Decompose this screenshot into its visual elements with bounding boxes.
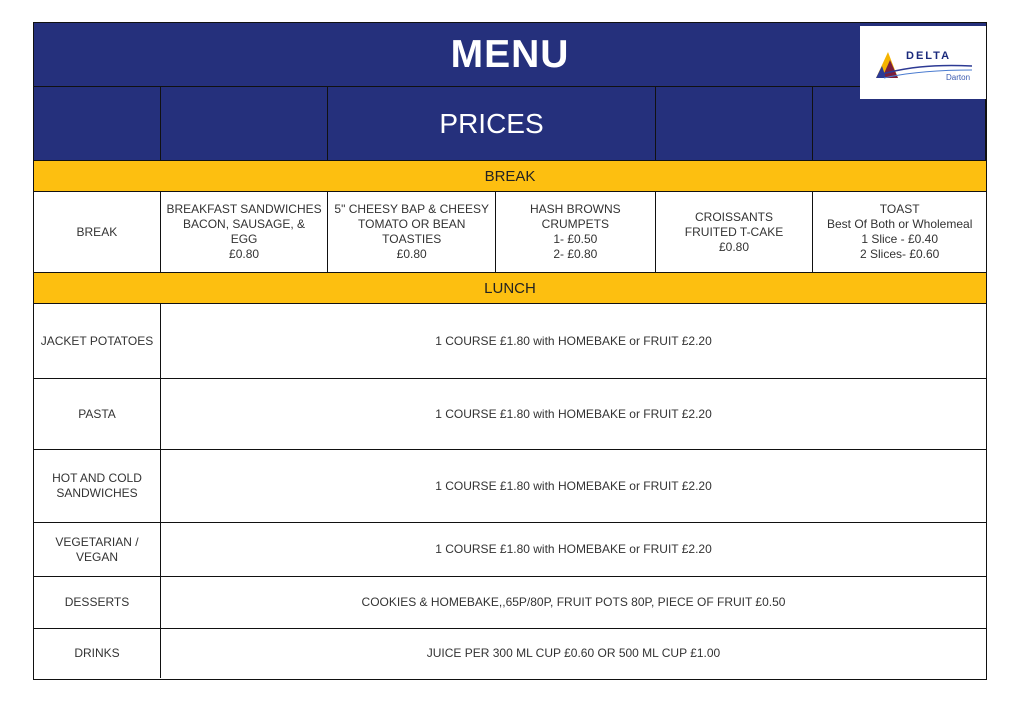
break-section-header xyxy=(34,161,986,192)
break-row-label: BREAK xyxy=(34,192,161,272)
item-line: Best Of Both or Wholemeal xyxy=(826,217,973,231)
break-item-hash-browns xyxy=(496,192,656,272)
lunch-section-header xyxy=(34,273,986,304)
lunch-row-price: 1 COURSE £1.80 with HOMEBAKE or FRUIT £2.20 xyxy=(435,406,712,421)
break-item-croissants xyxy=(656,192,814,272)
break-section-title: BREAK xyxy=(484,167,536,185)
lunch-row-label: PASTA xyxy=(34,379,161,449)
break-item-cheesy-bap xyxy=(328,192,496,272)
delta-logo-icon xyxy=(860,26,986,99)
lunch-row-price: 1 COURSE £1.80 with HOMEBAKE or FRUIT £2.20 xyxy=(435,542,712,556)
title-row xyxy=(34,23,986,87)
lunch-row-jacket-potatoes xyxy=(34,304,986,379)
delta-logo xyxy=(860,26,986,99)
item-line: HASH BROWNS xyxy=(530,202,621,216)
item-line: CRUMPETS xyxy=(541,217,610,231)
lunch-row-label: VEGETARIAN / VEGAN xyxy=(34,523,161,576)
lunch-row-price: COOKIES & HOMEBAKE,,65P/80P, FRUIT POTS 80P, PIECE OF FRUIT £0.50 xyxy=(361,595,786,609)
lunch-row-pasta xyxy=(34,379,986,450)
item-line: 5" CHEESY BAP & CHEESY xyxy=(334,202,489,216)
prices-blank-2 xyxy=(161,87,329,160)
item-price: £0.80 xyxy=(396,247,427,261)
lunch-row-label: HOT AND COLD SANDWICHES xyxy=(34,450,161,522)
item-price: £0.80 xyxy=(719,239,750,254)
prices-row xyxy=(34,87,986,161)
item-line: EGG xyxy=(230,232,258,246)
item-price: 2- £0.80 xyxy=(553,247,598,261)
prices-blank-3 xyxy=(656,87,814,160)
lunch-row-label: JACKET POTATOES xyxy=(34,304,161,378)
item-line: BREAKFAST SANDWICHES xyxy=(166,202,322,216)
item-line: TOMATO OR BEAN TOASTIES xyxy=(358,217,466,246)
prices-label: PRICES xyxy=(328,87,655,160)
lunch-row-price: 1 COURSE £1.80 with HOMEBAKE or FRUIT £2.20 xyxy=(435,333,712,348)
item-line: BACON, SAUSAGE, & xyxy=(183,217,306,231)
logo-sub: Darton xyxy=(946,73,971,82)
item-price: £0.80 xyxy=(229,247,260,261)
lunch-section-title: LUNCH xyxy=(484,279,536,297)
menu-title: MENU xyxy=(450,32,570,76)
logo-word: DELTA xyxy=(906,50,952,62)
lunch-row-sandwiches xyxy=(34,450,986,523)
lunch-row-label: DESSERTS xyxy=(34,577,161,628)
item-price: 2 Slices- £0.60 xyxy=(859,247,940,261)
item-line: FRUITED T-CAKE xyxy=(684,224,784,239)
menu-sheet xyxy=(33,22,987,680)
lunch-row-label: DRINKS xyxy=(34,629,161,678)
lunch-row-desserts xyxy=(34,577,986,629)
prices-blank-1 xyxy=(34,87,161,160)
break-row xyxy=(34,192,986,273)
lunch-row-drinks xyxy=(34,629,986,678)
item-price: 1- £0.50 xyxy=(553,232,598,246)
lunch-row-price: JUICE PER 300 ML CUP £0.60 OR 500 ML CUP £1.00 xyxy=(426,646,721,660)
break-item-toast xyxy=(813,192,986,272)
item-line: CROISSANTS xyxy=(695,209,774,224)
lunch-row-price: 1 COURSE £1.80 with HOMEBAKE or FRUIT £2.20 xyxy=(435,478,712,493)
item-line: TOAST xyxy=(879,202,920,216)
lunch-row-vegetarian xyxy=(34,523,986,577)
item-price: 1 Slice - £0.40 xyxy=(861,232,939,246)
break-item-breakfast-sandwiches xyxy=(161,192,329,272)
